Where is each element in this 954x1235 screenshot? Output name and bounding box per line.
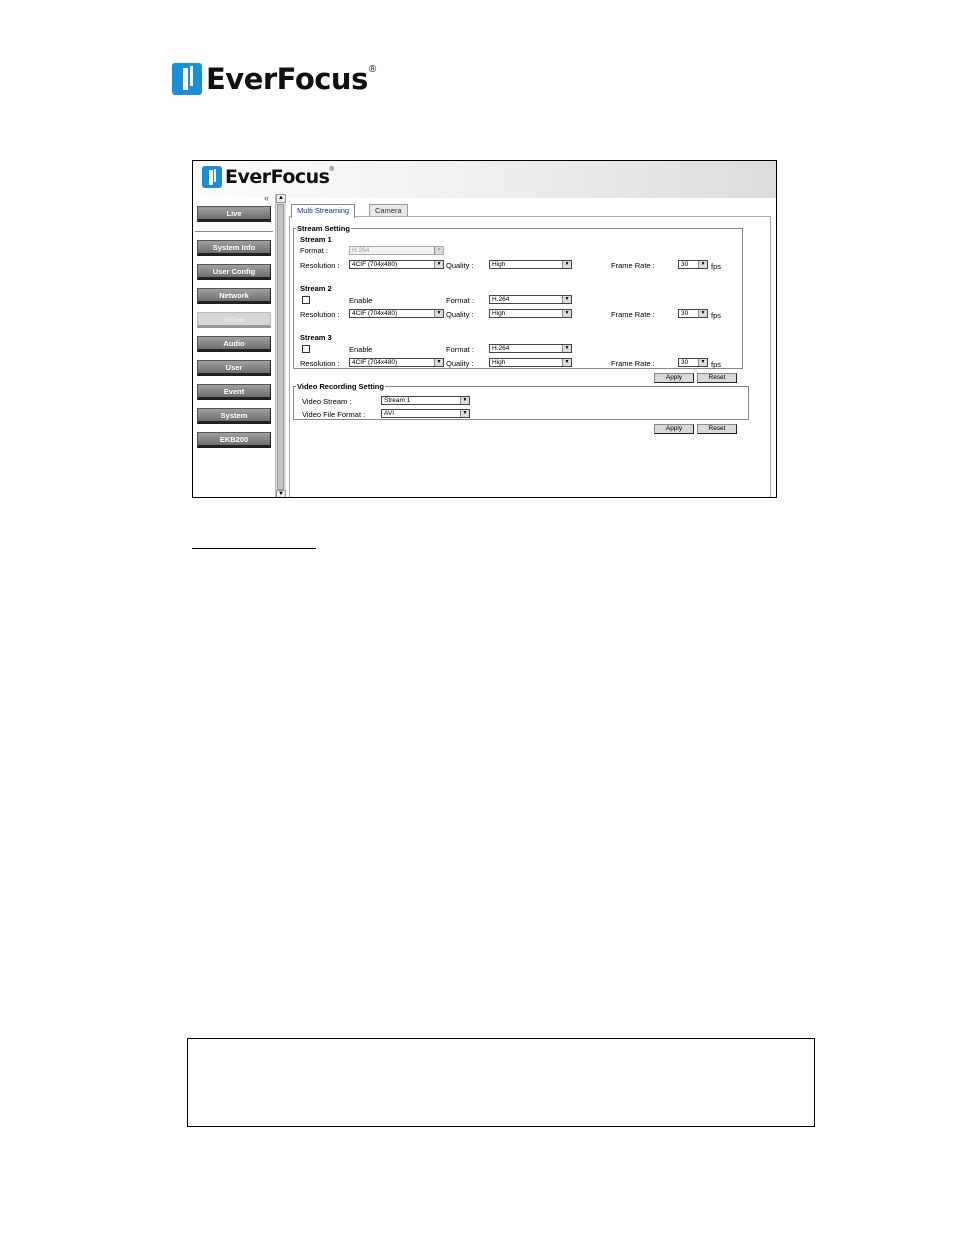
- stream3-resolution-label: Resolution :: [300, 359, 340, 368]
- stream2-quality-label: Quality :: [446, 310, 474, 319]
- dropdown-arrow-icon: ▼: [434, 247, 443, 254]
- stream2-frame-rate-label: Frame Rate :: [611, 310, 655, 319]
- video-settings-screenshot: [192, 160, 777, 498]
- stream3-quality-label: Quality :: [446, 359, 474, 368]
- sidebar-item-network[interactable]: Network: [197, 288, 271, 304]
- stream3-frame-rate-select[interactable]: 30 ▼: [678, 358, 708, 367]
- dropdown-arrow-icon: ▼: [562, 345, 571, 352]
- collapse-sidebar-icon[interactable]: «: [264, 193, 270, 203]
- recording-reset-button[interactable]: Reset: [697, 424, 737, 434]
- sidebar-item-event[interactable]: Event: [197, 384, 271, 400]
- stream2-frame-rate-select[interactable]: 30 ▼: [678, 309, 708, 318]
- stream3-frame-rate-label: Frame Rate :: [611, 359, 655, 368]
- sidebar-item-user[interactable]: User: [197, 360, 271, 376]
- registered-mark: ®: [368, 64, 377, 75]
- stream2-quality-select[interactable]: High ▼: [489, 309, 572, 318]
- stream3-format-label: Format :: [446, 345, 474, 354]
- dropdown-arrow-icon: ▼: [434, 310, 443, 317]
- stream2-format-select[interactable]: H.264 ▼: [489, 295, 572, 304]
- stream1-format-label: Format :: [300, 246, 328, 255]
- banner-logo: [202, 166, 334, 188]
- dropdown-arrow-icon: ▼: [698, 310, 707, 317]
- video-file-format-select[interactable]: AVI ▼: [381, 409, 470, 418]
- main-content: [289, 204, 776, 497]
- stream2-format-label: Format :: [446, 296, 474, 305]
- stream1-frame-rate-label: Frame Rate :: [611, 261, 655, 270]
- sidebar-item-system[interactable]: System: [197, 408, 271, 424]
- logo-wordmark: EverFocus: [206, 62, 368, 96]
- stream1-resolution-select[interactable]: 4CIF (704x480) ▼: [349, 260, 444, 269]
- dropdown-arrow-icon: ▼: [562, 310, 571, 317]
- stream3-resolution-select[interactable]: 4CIF (704x480) ▼: [349, 358, 444, 367]
- vertical-scrollbar[interactable]: [275, 194, 286, 498]
- recording-apply-button[interactable]: Apply: [654, 424, 694, 434]
- video-stream-select[interactable]: Stream 1 ▼: [381, 396, 470, 405]
- stream2-title: Stream 2: [300, 284, 332, 293]
- dropdown-arrow-icon: ▼: [562, 296, 571, 303]
- sidebar: [193, 193, 275, 498]
- banner-registered-mark: ®: [329, 167, 334, 173]
- stream3-title: Stream 3: [300, 333, 332, 342]
- dropdown-arrow-icon: ▼: [698, 359, 707, 366]
- stream-apply-button[interactable]: Apply: [654, 373, 694, 383]
- stream2-fps-unit: fps: [711, 311, 722, 320]
- stream1-quality-label: Quality :: [446, 261, 474, 270]
- sidebar-item-system-info[interactable]: System Info: [197, 240, 271, 256]
- stream1-format-select: H.264 ▼: [349, 246, 444, 255]
- stream1-frame-rate-select[interactable]: 30 ▼: [678, 260, 708, 269]
- underline-rule: [192, 548, 316, 549]
- sidebar-item-ekb200[interactable]: EKB200: [197, 432, 271, 448]
- sidebar-item-live[interactable]: Live: [197, 206, 271, 222]
- stream1-quality-select[interactable]: High ▼: [489, 260, 572, 269]
- dropdown-arrow-icon: ▼: [460, 410, 469, 417]
- everfocus-logo-mark-icon: [202, 166, 222, 188]
- stream1-title: Stream 1: [300, 235, 332, 244]
- stream1-fps-unit: fps: [711, 262, 722, 271]
- stream2-enable-label: Enable: [349, 296, 373, 305]
- sidebar-item-audio[interactable]: Audio: [197, 336, 271, 352]
- stream-setting-legend: Stream Setting: [297, 224, 350, 233]
- note-box: [187, 1038, 815, 1127]
- dropdown-arrow-icon: ▼: [698, 261, 707, 268]
- everfocus-logo-mark-icon: [172, 63, 202, 95]
- stream2-resolution-select[interactable]: 4CIF (704x480) ▼: [349, 309, 444, 318]
- stream2-enable-checkbox[interactable]: [302, 296, 310, 304]
- tab-multi-streaming[interactable]: Multi Streaming: [291, 204, 355, 218]
- tab-camera[interactable]: Camera: [369, 204, 408, 217]
- sidebar-item-user-config[interactable]: User Config: [197, 264, 271, 280]
- scroll-down-icon[interactable]: ▼: [276, 490, 286, 498]
- scroll-up-icon[interactable]: ▲: [276, 194, 286, 203]
- video-stream-label: Video Stream :: [302, 397, 352, 406]
- dropdown-arrow-icon: ▼: [434, 359, 443, 366]
- stream3-enable-checkbox[interactable]: [302, 345, 310, 353]
- stream-reset-button[interactable]: Reset: [697, 373, 737, 383]
- sidebar-divider: [195, 231, 273, 232]
- sidebar-item-video[interactable]: Video: [197, 312, 271, 328]
- stream1-resolution-label: Resolution :: [300, 261, 340, 270]
- video-recording-legend: Video Recording Setting: [297, 382, 384, 391]
- stream3-quality-select[interactable]: High ▼: [489, 358, 572, 367]
- dropdown-arrow-icon: ▼: [434, 261, 443, 268]
- stream3-enable-label: Enable: [349, 345, 373, 354]
- everfocus-logo: [172, 62, 376, 96]
- banner-logo-wordmark: EverFocus: [225, 166, 330, 188]
- dropdown-arrow-icon: ▼: [460, 397, 469, 404]
- dropdown-arrow-icon: ▼: [562, 359, 571, 366]
- stream3-fps-unit: fps: [711, 360, 722, 369]
- dropdown-arrow-icon: ▼: [562, 261, 571, 268]
- stream3-format-select[interactable]: H.264 ▼: [489, 344, 572, 353]
- header-banner: [193, 161, 776, 198]
- stream2-resolution-label: Resolution :: [300, 310, 340, 319]
- scrollbar-thumb[interactable]: [277, 204, 284, 490]
- video-file-format-label: Video File Format :: [302, 410, 366, 419]
